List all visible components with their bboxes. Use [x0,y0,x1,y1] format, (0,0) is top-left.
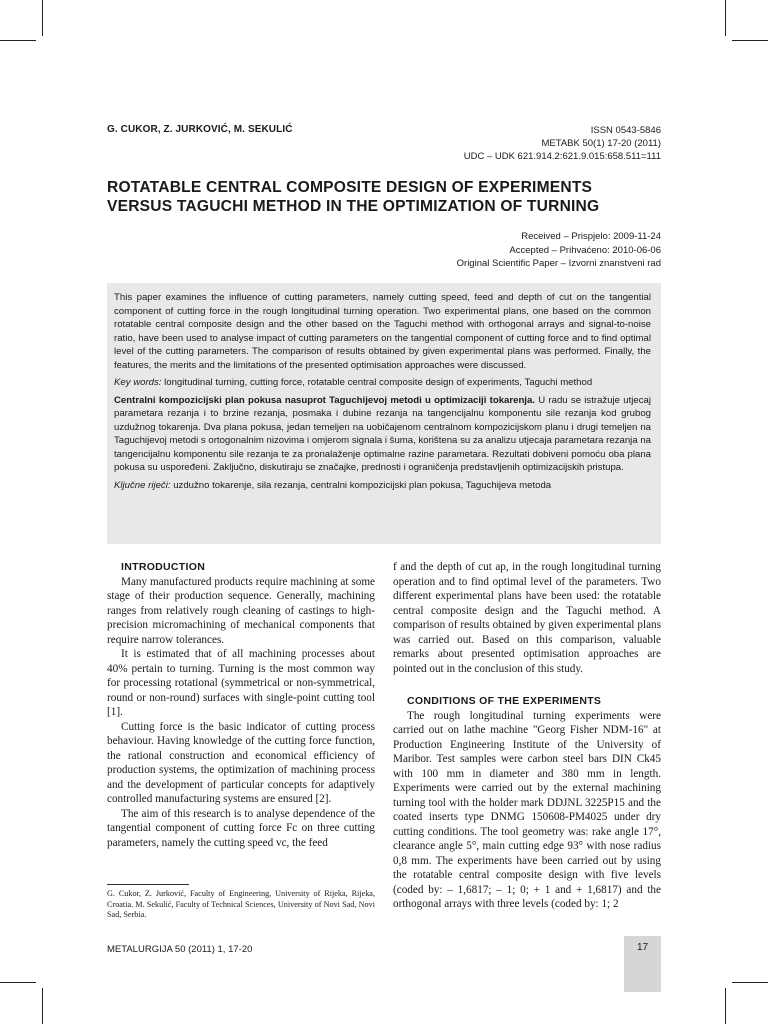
footnote: G. Cukor, Z. Jurković, Faculty of Engineering, University of Rijeka, Rijeka, Croatia. M. Sekulić, Faculty of Technical Sciences, University of Novi Sad, Novi Sad, Serbia. [107,889,375,919]
abstract-box [107,283,661,544]
croatian-keywords [114,479,651,493]
received-date: Received – Prispjelo: 2009-11-24 [521,231,661,242]
croatian-abstract [114,394,651,475]
crop-mark [725,0,726,36]
udc: UDC – UDK 621.914.2:621.9.015:658.511=111 [463,151,661,162]
header-meta [464,124,661,163]
intro-paragraph-2: It is estimated that of all machining processes about 40% pertain to turning. Turning is the most common way for processing rotational (symmetrical or non-symmetrical, round or non-round) surfaces with single-point cutting tool [1]. [107,648,375,718]
footnote-rule [107,884,189,885]
abstract-text: This paper examines the influence of cutting parameters, namely cutting speed, feed and depth of cut on the tangential component of cutting force in the rough longitudinal turning operation. Two experimental plans, one based on the common rotatable central composite design and the other based on the Taguchi method with orthogonal arrays and signal-to-noise ratio, have been used to analyse impact of cutting parameters on the tangential component of cutting force and to find optimal level of the cutting parameters. The comparison of results obtained by given experimental plans was performed. Finally, the features, the merits and the limitations of the presented optimisation approaches were discussed. [114,292,651,371]
croatian-keywords-label: Ključne riječi: [114,479,171,491]
intro-paragraph-4: The aim of this research is to analyse dependence of the tangential component of cutting force Fc on three cutting parameters, namely the cutting speed vc, the feed [107,807,375,849]
title-line-1: ROTATABLE CENTRAL COMPOSITE DESIGN OF EXPERIMENTS [107,179,593,196]
crop-mark [42,0,43,36]
received-dates [457,230,661,271]
introduction-heading: INTRODUCTION [121,561,206,573]
keywords-label: Key words: [114,377,162,388]
intro-paragraph-1: Many manufactured products require machining at some stage of their production sequence. Generally, machining ranges from relatively rough cleaning of castings to high-precision micromachining of mechanical components that require narrow tolerances. [107,575,375,646]
footer-journal: METALURGIJA 50 (2011) 1, 17-20 [107,944,253,955]
right-column [393,560,661,912]
crop-mark [0,40,36,41]
conditions-heading: CONDITIONS OF THE EXPERIMENTS [407,695,602,707]
intro-paragraph-5: f and the depth of cut ap, in the rough longitudinal turning operation and to find optimal level of the parameters. Two different experimental plans have been used: the rotatable central composite design and the Taguchi method. A comparison of results obtained by given experimental plans was carried out. Based on this comparison, valuable remarks about presented optimisation approaches are pointed out in the conclusion of this study. [393,561,661,675]
keywords-text: longitudinal turning, cutting force, rotatable central composite design of experiments, Taguchi method [161,377,593,388]
title-line-2: VERSUS TAGUCHI METHOD IN THE OPTIMIZATION OF TURNING [107,198,600,215]
keywords [114,376,651,390]
crop-mark [42,988,43,1024]
page-number: 17 [624,936,661,992]
paper-type: Original Scientific Paper – Izvorni znanstveni rad [456,258,661,269]
paper-title [107,178,667,216]
header-authors: G. CUKOR, Z. JURKOVIĆ, M. SEKULIĆ [107,124,293,135]
croatian-keywords-text: uzdužno tokarenje, sila rezanja, centralni kompozicijski plan pokusa, Taguchijeva metoda [170,479,552,491]
crop-mark [725,988,726,1024]
accepted-date: Accepted – Prihvaćeno: 2010-06-06 [509,244,661,256]
croatian-title: Centralni kompozicijski plan pokusa nasuprot Taguchijevoj metodi u optimizaciji tokarenja. [114,394,535,406]
croatian-text: U radu se istražuje utjecaj parametara rezanja i to brzine rezanja, posmaka i dubine rezanja na tangencijalnu komponentu sile rezanja kod grubog uzdužnog tokarenja. Dva plana pokusa, jedan temeljen na uobičajenom centralnom kompozicijskom planu i drugi temeljen na Taguchijevoj metodi s ortogonalnim nizovima i omjerom signala i šuma, korištena su za analizu utjecaja parametara rezanja na tangencijalnu komponentu sile rezanja te za pronalaženje optimalne razine parametara. Rezultati dobiveni pomoću oba plana pokusa su uspoređeni. Zaključno, diskutiraju se značajke, prednosti i ograničenja predstavljenih optimizacijskih pristupa. [114,394,651,473]
conditions-paragraph-1: The rough longitudinal turning experiments were carried out on lathe machine "Georg Fisher NDM-16" at Production Engineering Institute of the University of Maribor. Test samples were carbon steel bars DIN Ck45 with 100 mm in diameter and 380 mm in length. Experiments were carried out by the external machining turning tool with the holder mark DDJNL 3225P15 and the coated inserts type DNMG 150608-PM4025 under dry cutting conditions. The tool geometry was: rake angle 17°, clearance angle 5°, main cutting edge 93° with nose radius 0,8 mm. The experiments have been carried out by using the rotatable central composite design with five levels (coded by: – 1,6817; – 1; 0; + 1 and + 1,6817) and the orthogonal arrays with three levels (coded by: 1; 2 [393,709,661,910]
metabk: METABK 50(1) 17-20 (2011) [541,138,661,149]
crop-mark [732,982,768,983]
intro-paragraph-3: Cutting force is the basic indicator of cutting process behaviour. Having knowledge of the cutting force function, the rational construction and economical efficiency of production systems, the optimization of machining process and the development of particular concepts for adaptively controlled manufacturing systems are ensured [2]. [107,720,375,805]
issn: ISSN 0543-5846 [590,125,661,136]
crop-mark [0,982,36,983]
crop-mark [732,40,768,41]
left-column [107,560,375,850]
